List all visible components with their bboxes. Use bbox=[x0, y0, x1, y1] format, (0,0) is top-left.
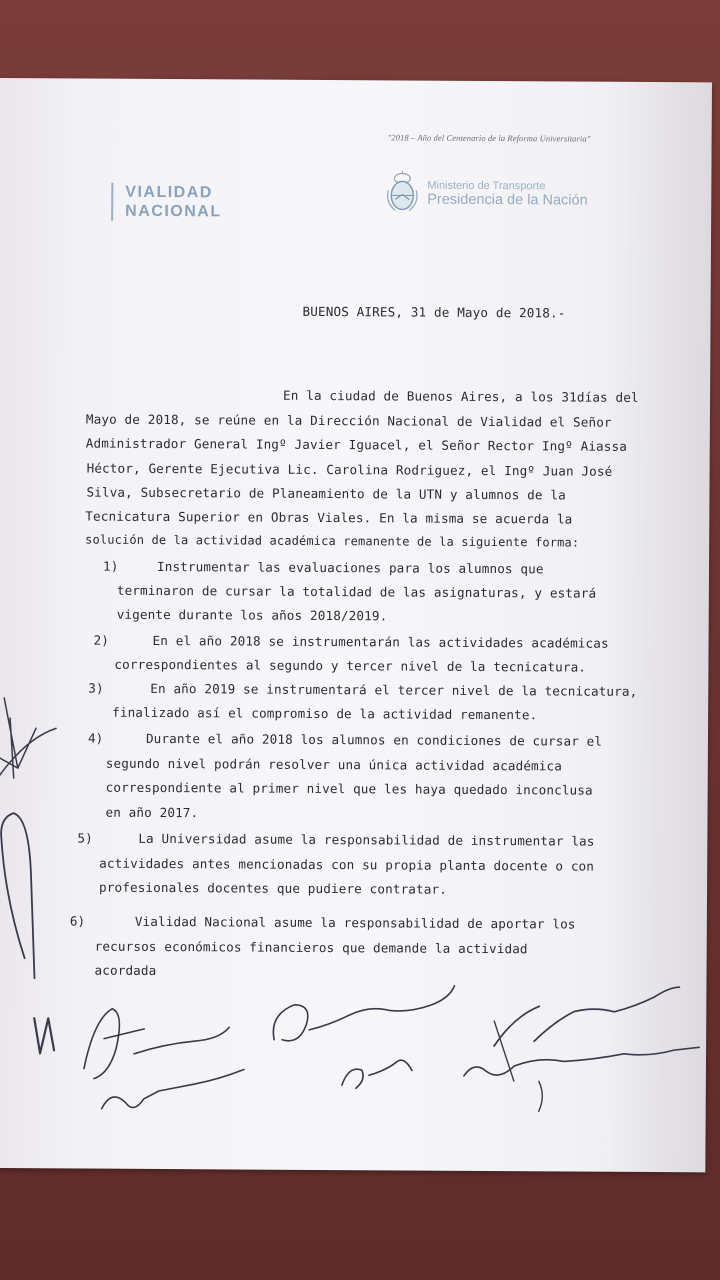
signature-sig2 bbox=[273, 985, 454, 1089]
item-line: correspondientes al segundo y tercer nivel de la tecnicatura. bbox=[114, 656, 587, 675]
intro-line: solución de la actividad académica remanente de la siguiente forma: bbox=[85, 532, 580, 550]
intro-line: Administrador General Ingº Javier Iguacel, el Señor Rector Ingº Aiassa bbox=[85, 435, 628, 454]
ministry-name: Ministerio de Transporte bbox=[427, 179, 546, 193]
item-line: Vialidad Nacional asume la responsabilidad de aportar los bbox=[134, 913, 576, 932]
item-line: Instrumentar las evaluaciones para los alumnos que bbox=[156, 558, 544, 577]
item-number: 4) bbox=[87, 730, 104, 746]
item-line: Durante el año 2018 los alumnos en condiciones de cursar el bbox=[145, 730, 603, 749]
item-line: recursos económicos financieros que demande la actividad bbox=[94, 938, 528, 957]
item-number: 6) bbox=[69, 913, 86, 929]
item-line: en año 2017. bbox=[105, 804, 199, 821]
national-coat-of-arms-icon bbox=[385, 168, 419, 214]
year-motto: "2018 – Año del Centenario de la Reforma Universitaria" bbox=[387, 132, 591, 144]
item-line: En el año 2018 se instrumentarán las actividades académicas bbox=[152, 632, 609, 651]
dateline: BUENOS AIRES, 31 de Mayo de 2018.- bbox=[302, 303, 566, 321]
item-line: profesionales docentes que pudiere contratar. bbox=[99, 879, 448, 897]
item-line: correspondiente al primer nivel que les haya quedado inconclusa bbox=[105, 779, 593, 798]
item-number: 5) bbox=[77, 830, 93, 846]
item-number: 1) bbox=[102, 558, 119, 574]
presidency-name: Presidencia de la Nación bbox=[427, 191, 588, 209]
item-line: En año 2019 se instrumentará el tercer nivel de la tecnicatura, bbox=[150, 680, 638, 699]
left-margin-signature bbox=[0, 698, 56, 1053]
intro-line: Tecnicatura Superior en Obras Viales. En la misma se acuerda la bbox=[85, 508, 573, 527]
item-number: 2) bbox=[93, 632, 110, 648]
document-page bbox=[0, 78, 712, 1172]
vialidad-nacional-logo: VIALIDAD NACIONAL bbox=[111, 183, 222, 222]
intro-line: En la ciudad de Buenos Aires, a los 31días del bbox=[283, 387, 639, 405]
item-line: vigente durante los años 2018/2019. bbox=[116, 606, 388, 624]
item-line: segundo nivel podrán resolver una única actividad académica bbox=[105, 755, 563, 774]
intro-line: Silva, Subsecretario de Planeamiento de la UTN y alumnos de la bbox=[86, 484, 566, 503]
item-line: terminaron de cursar la totalidad de las asignaturas, y estará bbox=[116, 582, 597, 601]
handwritten-signatures bbox=[0, 78, 712, 1172]
item-line: actividades antes mencionadas con su propia planta docente o con bbox=[99, 855, 595, 874]
item-number: 3) bbox=[88, 680, 104, 696]
intro-line: Héctor, Gerente Ejecutiva Lic. Carolina Rodriguez, el Ingº Juan José bbox=[86, 460, 613, 479]
item-line: acordada bbox=[94, 962, 157, 978]
signature-sig3 bbox=[464, 986, 700, 1112]
item-line: finalizado así el compromiso de la actividad remanente. bbox=[112, 704, 538, 723]
intro-line: Mayo de 2018, se reúne en la Dirección Nacional de Vialidad el Señor bbox=[85, 411, 612, 430]
item-line: La Universidad asume la responsabilidad de instrumentar las bbox=[138, 830, 595, 849]
signature-sig1 bbox=[84, 1009, 245, 1110]
